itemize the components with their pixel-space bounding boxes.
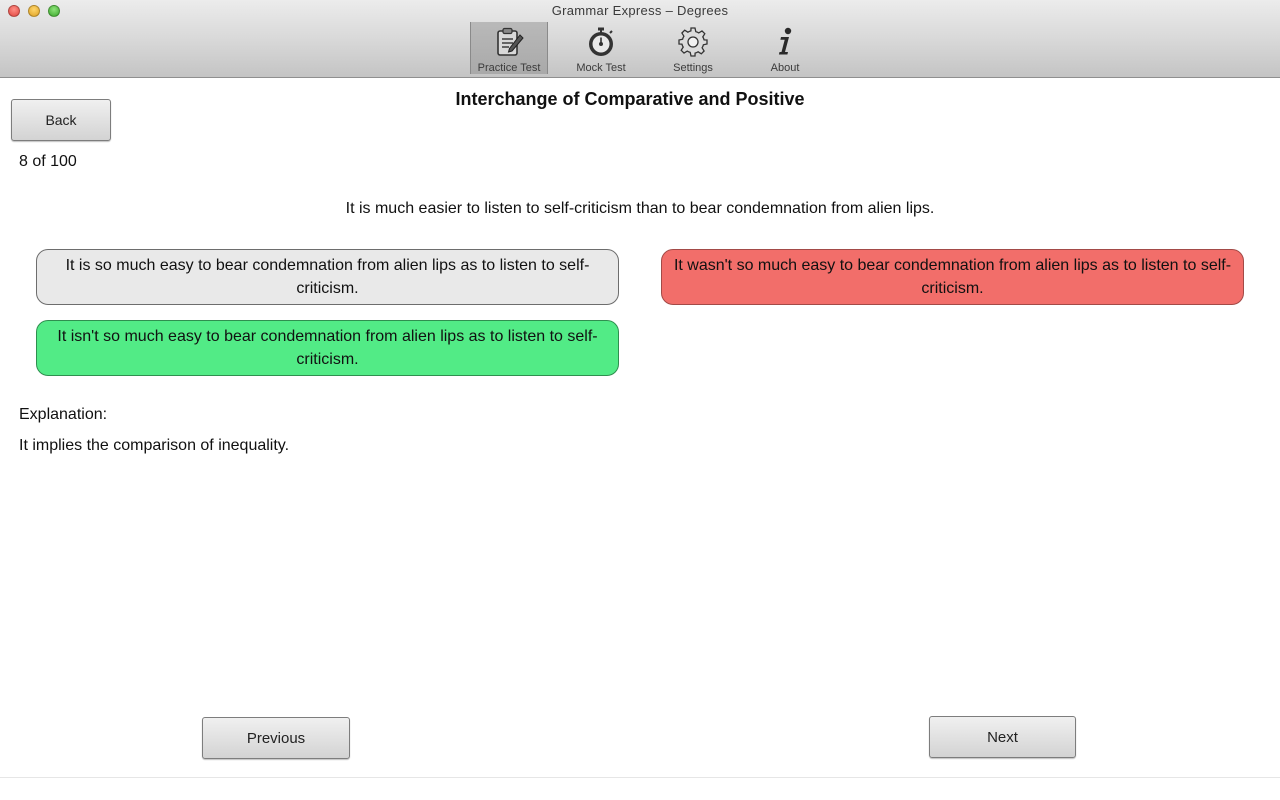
toolbar-practice-test[interactable] (470, 22, 548, 74)
toolbar-label: About (770, 62, 800, 74)
explanation-label: Explanation: (19, 406, 108, 423)
previous-button[interactable]: Previous (202, 717, 350, 759)
answer-option-text: It wasn't so much easy to bear condemnation from alien lips as to listen to self-criticism. (673, 257, 1232, 297)
question-text: It is much easier to listen to self-criticism than to bear condemnation from alien lips. (345, 200, 935, 217)
answer-option-text: It is so much easy to bear condemnation from alien lips as to listen to self-criticism. (65, 257, 590, 297)
back-button[interactable]: Back (11, 99, 111, 141)
toolbar-about[interactable] (746, 22, 824, 74)
next-button[interactable]: Next (929, 716, 1076, 758)
gear-icon (676, 26, 710, 58)
divider (0, 777, 1280, 778)
page-title: Interchange of Comparative and Positive (455, 89, 805, 109)
answer-option-wrong[interactable] (661, 249, 1244, 305)
toolbar-label: Settings (673, 62, 713, 74)
toolbar-label: Practice Test (477, 62, 541, 74)
clipboard-pencil-icon (492, 26, 526, 58)
question-counter: 8 of 100 (19, 153, 77, 170)
toolbar-settings[interactable] (654, 22, 732, 74)
toolbar-label: Mock Test (576, 62, 626, 74)
explanation-text: It implies the comparison of inequality. (19, 437, 290, 454)
toolbar (470, 22, 838, 74)
info-icon (768, 26, 802, 58)
toolbar-mock-test[interactable] (562, 22, 640, 74)
title-bar (0, 0, 1280, 78)
answer-option-correct[interactable] (36, 320, 619, 376)
answer-option-text: It isn't so much easy to bear condemnation from alien lips as to listen to self-criticism. (57, 328, 598, 368)
answer-option-neutral[interactable] (36, 249, 619, 305)
window-title: Grammar Express – Degrees (551, 3, 729, 18)
stopwatch-icon (584, 26, 618, 58)
